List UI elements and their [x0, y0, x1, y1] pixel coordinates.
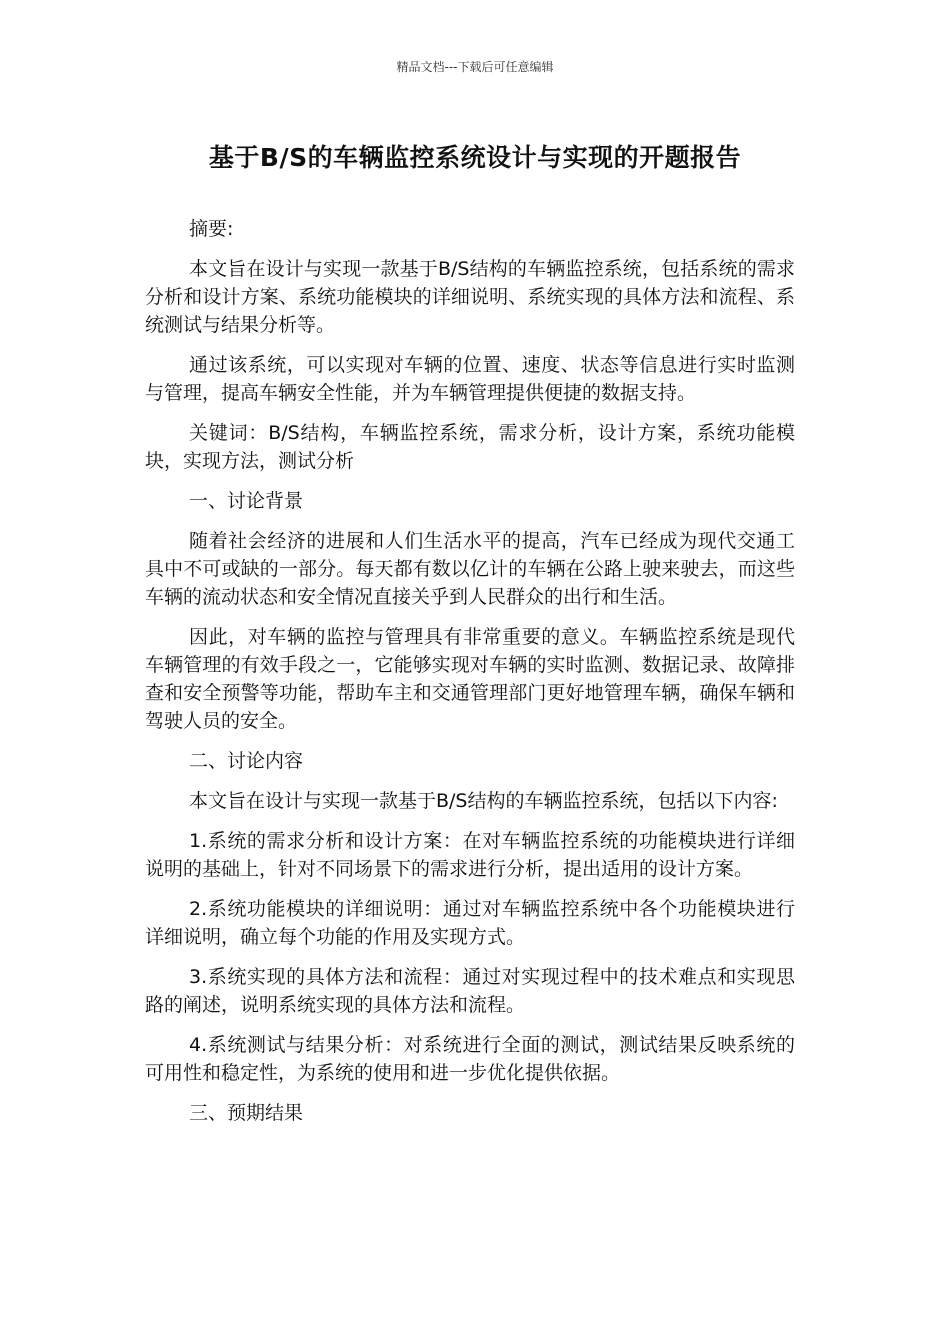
- body-paragraph: 随着社会经济的进展和人们生活水平的提高，汽车已经成为现代交通工具中不可或缺的一部分。每天都有数以亿计的车辆在公路上驶来驶去，而这些车辆的流动状态和安全情况直接关乎到人民群众的出行和生活。: [145, 530, 795, 608]
- abstract-paragraph: 通过该系统，可以实现对车辆的位置、速度、状态等信息进行实时监测与管理，提高车辆安全性能，并为车辆管理提供便捷的数据支持。: [145, 354, 795, 404]
- abstract-label: 摘要:: [189, 218, 234, 240]
- list-item: 1.系统的需求分析和设计方案：在对车辆监控系统的功能模块进行详细说明的基础上，针对不同场景下的需求进行分析，提出适用的设计方案。: [145, 830, 795, 880]
- body-paragraph: 因此，对车辆的监控与管理具有非常重要的意义。车辆监控系统是现代车辆管理的有效手段之一，它能够实现对车辆的实时监测、数据记录、故障排查和安全预警等功能，帮助车主和交通管理部门更好地管理车辆，确保车辆和驾驶人员的安全。: [145, 626, 795, 732]
- document-body: [145, 215, 795, 1139]
- list-item: 2.系统功能模块的详细说明：通过对车辆监控系统中各个功能模块进行详细说明，确立每个功能的作用及实现方式。: [145, 898, 795, 948]
- section-heading: 一、讨论背景: [189, 490, 304, 512]
- section-heading: 二、讨论内容: [189, 750, 304, 772]
- keywords-paragraph: 关键词：B/S结构，车辆监控系统，需求分析，设计方案，系统功能模块，实现方法，测试分析: [145, 422, 795, 472]
- body-paragraph: 本文旨在设计与实现一款基于B/S结构的车辆监控系统，包括以下内容:: [189, 790, 778, 812]
- page-header: 精品文档---下载后可任意编辑: [396, 60, 554, 74]
- list-item: 3.系统实现的具体方法和流程：通过对实现过程中的技术难点和实现思路的阐述，说明系统实现的具体方法和流程。: [145, 966, 795, 1016]
- abstract-paragraph: 本文旨在设计与实现一款基于B/S结构的车辆监控系统，包括系统的需求分析和设计方案、系统功能模块的详细说明、系统实现的具体方法和流程、系统测试与结果分析等。: [145, 258, 795, 336]
- list-item: 4.系统测试与结果分析：对系统进行全面的测试，测试结果反映系统的可用性和稳定性，为系统的使用和进一步优化提供依据。: [145, 1034, 795, 1084]
- section-heading: 三、预期结果: [189, 1102, 304, 1124]
- document-title: 基于B/S的车辆监控系统设计与实现的开题报告: [208, 143, 742, 172]
